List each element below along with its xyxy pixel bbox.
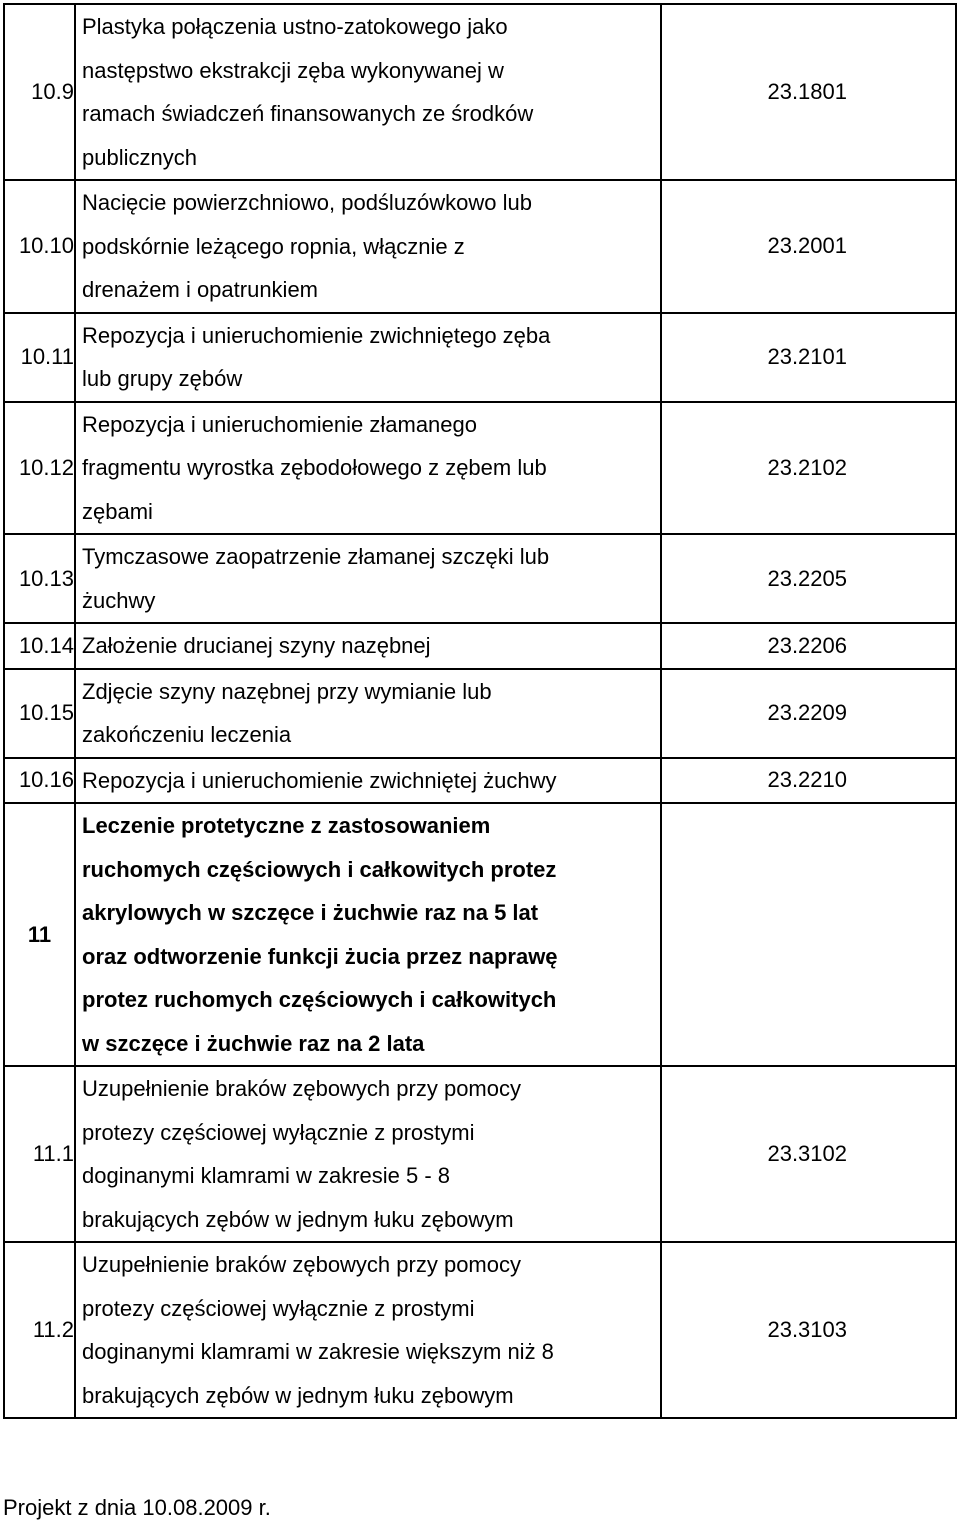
procedure-code: 23.2209 [661, 669, 956, 758]
description-line: protezy częściowej wyłącznie z prostymi [82, 1295, 475, 1321]
description-line: Zdjęcie szyny nazębnej przy wymianie lub [82, 678, 492, 704]
description-line: brakujących zębów w jednym łuku zębowym [82, 1382, 514, 1408]
footer-note: Projekt z dnia 10.08.2009 r. [3, 1495, 271, 1520]
table-row [4, 1242, 956, 1418]
table-row [4, 623, 956, 669]
procedure-description [75, 803, 661, 1066]
row-number: 10.10 [4, 180, 75, 313]
description-line: następstwo ekstrakcji zęba wykonywanej w [82, 57, 504, 83]
procedure-description [75, 180, 661, 313]
description-line: Założenie drucianej szyny nazębnej [82, 633, 431, 658]
procedure-description [75, 534, 661, 623]
row-number: 11.2 [4, 1242, 75, 1418]
description-line: lub grupy zębów [82, 366, 243, 391]
description-line: ramach świadczeń finansowanych ze środków [82, 101, 534, 126]
row-number: 10.12 [4, 402, 75, 535]
procedure-code: 23.2205 [661, 534, 956, 623]
row-number: 10.11 [4, 313, 75, 402]
procedure-description [75, 758, 661, 804]
procedure-code: 23.2102 [661, 402, 956, 535]
row-number: 10.9 [4, 4, 75, 180]
procedures-table-body [4, 4, 956, 1418]
row-number: 11 [4, 803, 75, 1066]
procedure-description [75, 669, 661, 758]
table-row [4, 180, 956, 313]
description-line: protez ruchomych częściowych i całkowitych [82, 987, 557, 1012]
procedure-code [661, 803, 956, 1066]
table-row [4, 669, 956, 758]
description-line: ruchomych częściowych i całkowitych protez [82, 856, 557, 882]
procedure-description [75, 1066, 661, 1242]
row-number: 10.13 [4, 534, 75, 623]
description-line: Leczenie protetyczne z zastosowaniem [82, 813, 491, 838]
procedure-code: 23.2001 [661, 180, 956, 313]
description-line: Repozycja i unieruchomienie zwichniętej żuchwy [82, 767, 557, 793]
description-line: Repozycja i unieruchomienie zwichniętego zęba [82, 322, 551, 348]
description-line: zakończeniu leczenia [82, 722, 292, 747]
procedure-code: 23.1801 [661, 4, 956, 180]
procedure-description [75, 402, 661, 535]
row-number: 10.15 [4, 669, 75, 758]
row-number: 11.1 [4, 1066, 75, 1242]
description-line: Tymczasowe zaopatrzenie złamanej szczęki lub [82, 544, 550, 569]
table-row [4, 534, 956, 623]
description-line: akrylowych w szczęce i żuchwie raz na 5 lat [82, 900, 539, 925]
description-line: oraz odtworzenie funkcji żucia przez naprawę [82, 943, 558, 969]
procedure-code: 23.2206 [661, 623, 956, 669]
description-line: protezy częściowej wyłącznie z prostymi [82, 1119, 475, 1145]
description-line: Repozycja i unieruchomienie złamanego [82, 411, 478, 437]
description-line: fragmentu wyrostka zębodołowego z zębem lub [82, 455, 547, 480]
procedure-code: 23.3102 [661, 1066, 956, 1242]
procedure-description [75, 4, 661, 180]
description-line: Uzupełnienie braków zębowych przy pomocy [82, 1076, 521, 1101]
description-line: drenażem i opatrunkiem [82, 277, 319, 302]
description-line: publicznych [82, 144, 197, 170]
description-line: doginanymi klamrami w zakresie 5 - 8 [82, 1163, 451, 1188]
table-row [4, 313, 956, 402]
table-row [4, 4, 956, 180]
table-row [4, 803, 956, 1066]
description-line: zębami [82, 498, 153, 524]
table-row [4, 402, 956, 535]
row-number: 10.16 [4, 758, 75, 804]
description-line: w szczęce i żuchwie raz na 2 lata [82, 1030, 425, 1056]
description-line: doginanymi klamrami w zakresie większym niż 8 [82, 1339, 554, 1364]
description-line: Nacięcie powierzchniowo, podśluzówkowo lub [82, 190, 533, 215]
procedure-code: 23.3103 [661, 1242, 956, 1418]
procedure-description [75, 313, 661, 402]
row-number: 10.14 [4, 623, 75, 669]
description-line: brakujących zębów w jednym łuku zębowym [82, 1206, 514, 1232]
procedure-description [75, 623, 661, 669]
description-line: Plastyka połączenia ustno-zatokowego jako [82, 14, 508, 39]
procedure-code: 23.2210 [661, 758, 956, 804]
procedure-code: 23.2101 [661, 313, 956, 402]
table-row [4, 1066, 956, 1242]
description-line: żuchwy [82, 587, 156, 613]
procedure-description [75, 1242, 661, 1418]
table-row [4, 758, 956, 804]
description-line: Uzupełnienie braków zębowych przy pomocy [82, 1252, 521, 1277]
description-line: podskórnie leżącego ropnia, włącznie z [82, 233, 465, 259]
procedures-table [3, 3, 957, 1419]
